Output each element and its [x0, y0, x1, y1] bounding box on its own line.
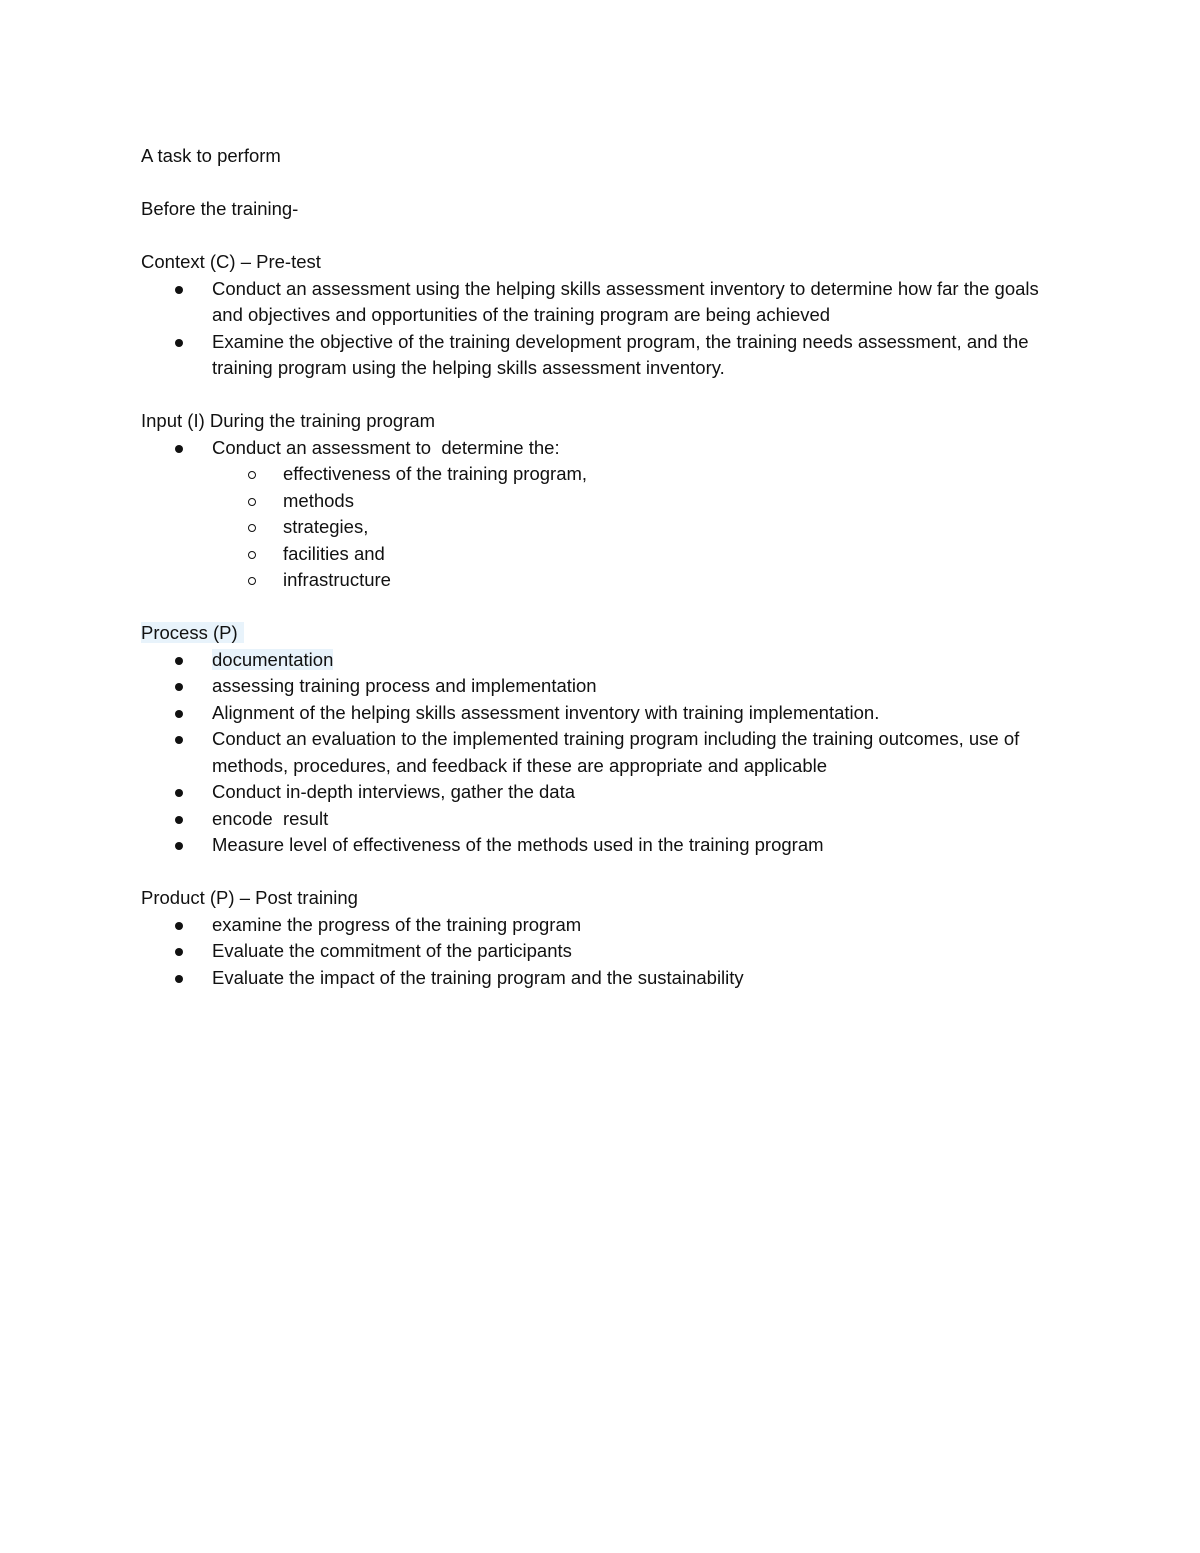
sublist-item-text: strategies, [283, 516, 369, 537]
bullet-icon [175, 789, 183, 797]
list-item [141, 806, 1071, 833]
list-item-text: Alignment of the helping skills assessment inventory with training implementation. [212, 701, 880, 723]
list-item [141, 832, 1071, 859]
bullet-icon [175, 816, 183, 824]
document-body [141, 143, 1071, 991]
list-item-text: Conduct an assessment using the helping skills assessment inventory to determine how far the goals and objectives and opportunities of the training program are being achieved [212, 277, 1039, 325]
list-item-text: Evaluate the impact of the training program and the sustainability [212, 966, 744, 988]
list-item [141, 435, 1071, 462]
process-list [141, 647, 1071, 859]
document-title: A task to perform [141, 145, 281, 166]
list-item [141, 700, 1071, 727]
section-heading-process [141, 620, 1071, 647]
sublist-item [141, 541, 1071, 568]
sublist-item [141, 567, 1071, 594]
section-heading-input: Input (I) During the training program [141, 410, 436, 431]
list-item-text: Conduct an evaluation to the implemented training program including the training outcomes, use of methods, procedures, and feedback if these are appropriate and applicable [212, 728, 1020, 776]
spacer [141, 170, 1071, 197]
circle-bullet-icon [248, 498, 256, 506]
spacer [141, 859, 1071, 886]
input-list [141, 435, 1071, 462]
list-item [141, 938, 1071, 965]
sublist-item [141, 461, 1071, 488]
bullet-icon [175, 683, 183, 691]
bullet-icon [175, 948, 183, 956]
bullet-icon [175, 286, 183, 294]
list-item [141, 912, 1071, 939]
sublist-item-text: effectiveness of the training program, [283, 463, 588, 484]
circle-bullet-icon [248, 524, 256, 532]
spacer [141, 594, 1071, 621]
sublist-item-text: facilities and [283, 542, 385, 564]
circle-bullet-icon [248, 577, 256, 585]
list-item [141, 276, 1071, 329]
list-item-text: Conduct in-depth interviews, gather the data [212, 781, 576, 802]
list-item-text: Conduct an assessment to determine the: [212, 436, 560, 458]
section-heading-context: Context (C) – Pre-test [141, 251, 321, 272]
list-item-text: Examine the objective of the training development program, the training needs assessment, and the training program using the helping skills assessment inventory. [212, 330, 1029, 378]
sublist-item [141, 514, 1071, 541]
circle-bullet-icon [248, 471, 256, 479]
context-list [141, 276, 1071, 382]
input-sublist [141, 461, 1071, 594]
list-item-text: encode result [212, 807, 329, 829]
bullet-icon [175, 710, 183, 718]
list-item-text: Evaluate the commitment of the participants [212, 940, 572, 961]
list-item [141, 673, 1071, 700]
bullet-icon [175, 975, 183, 983]
list-item-text: documentation [212, 648, 334, 670]
spacer [141, 223, 1071, 250]
bullet-icon [175, 657, 183, 665]
list-item [141, 965, 1071, 992]
list-item-text: assessing training process and implementation [212, 675, 597, 696]
list-item [141, 647, 1071, 674]
list-item-text: Measure level of effectiveness of the methods used in the training program [212, 834, 824, 855]
product-list [141, 912, 1071, 992]
bullet-icon [175, 736, 183, 744]
circle-bullet-icon [248, 551, 256, 559]
sublist-item-text: methods [283, 489, 354, 511]
sublist-item [141, 488, 1071, 515]
intro-line: Before the training- [141, 198, 299, 219]
section-heading-process-text: Process (P) [141, 622, 244, 643]
bullet-icon [175, 922, 183, 930]
list-item-text: examine the progress of the training program [212, 913, 582, 935]
section-heading-product: Product (P) – Post training [141, 887, 358, 908]
bullet-icon [175, 842, 183, 850]
list-item [141, 726, 1071, 779]
sublist-item-text: infrastructure [283, 569, 391, 590]
list-item [141, 329, 1071, 382]
spacer [141, 382, 1071, 409]
bullet-icon [175, 445, 183, 453]
list-item [141, 779, 1071, 806]
bullet-icon [175, 339, 183, 347]
